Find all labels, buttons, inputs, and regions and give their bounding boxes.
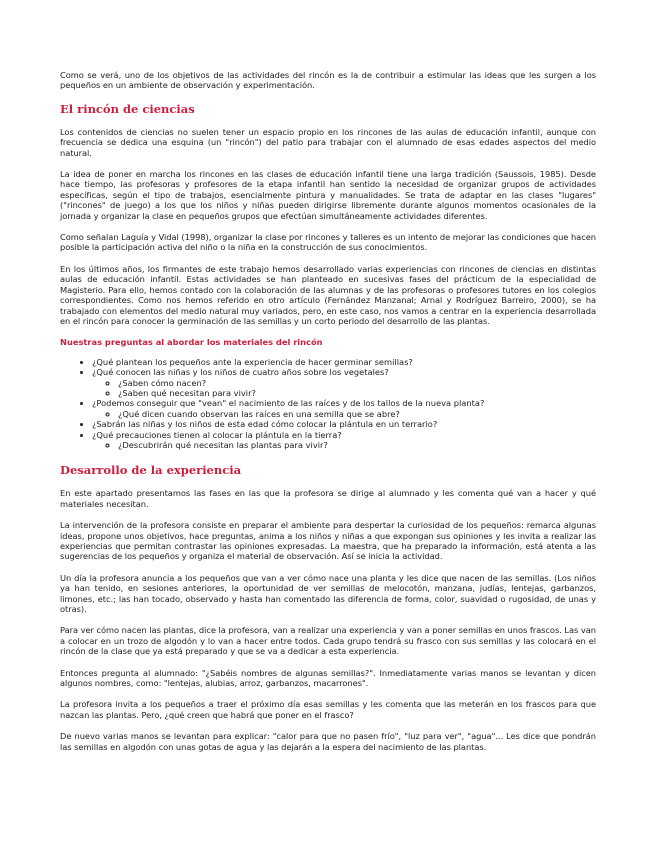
paragraph: En los últimos años, los firmantes de este trabajo hemos desarrollado varias experiencias con rincones de ciencias en distintas aulas de educación infantil. Estas actividades se han planteado en sucesivas fases del prácticum de la especialidad de Magisterio. Para ello, hemos contado con la colaboración de las alumnas y de las profesoras o profesores tutores en los colegios correspondientes. Como nos hemos referido en otro artículo (Fernández Manzanal; Arnal y Rodríguez Barreiro, 2000), se ha trabajado con elementos del medio natural muy variados, pero, en este caso, nos vamos a centrar en la experiencia desarrollada en el rincón para conocer la germinación de las semillas y un corto periodo del desarrollo de las plantas. (60, 263, 596, 326)
list-item (92, 398, 596, 419)
list-item: • ¿Sabrán las niñas y los niños de esta edad cómo colocar la plántula en un terrario? (92, 419, 596, 429)
section-title-rincon-ciencias: El rincón de ciencias (60, 101, 195, 116)
section-title-desarrollo: Desarrollo de la experiencia (60, 463, 242, 478)
intro-paragraph: Como se verá, uno de los objetivos de las actividades del rincón es la de contribuir a estimular las ideas que les surgen a los pequeños en un ambiente de observación y experimentación. (60, 70, 596, 91)
sub-list (92, 378, 596, 399)
list-item (92, 430, 596, 451)
list-item-text: ¿Podemos conseguir que "vean" el nacimiento de las raíces y de los tallos de la nueva planta? (92, 398, 485, 409)
paragraph: La idea de poner en marcha los rincones en las clases de educación infantil tiene una larga tradición (Saussois, 1985). Desde hace tiempo, las profesoras y profesores de la etapa infantil han sentido la necesidad de organizar grupos de actividades específicas, según el tipo de trabajos, esencialmente pintura y manualidades. Se trata de adaptar en las clases "lugares" ("rincones" de juego) a los que los niños y niñas pueden dirigirse libremente durante algunos momentos ocasionales de la jornada y organizar la clase en pequeños grupos que efectúan simultáneamente actividades diferentes. (60, 169, 596, 221)
document-page (60, 70, 596, 763)
list-item-text: ¿Qué precauciones tienen al colocar la plántula en la tierra? (92, 429, 342, 440)
paragraph: Como señalan Laguía y Vidal (1998), organizar la clase por rincones y talleres es un intento de mejorar las condiciones que hacen posible la participación activa del niño o la niña en la construcción de sus conocimientos. (60, 232, 596, 253)
paragraph: Para ver cómo nacen las plantas, dice la profesora, van a realizar una experiencia y van a poner semillas en unos frascos. Las van a colocar en un trozo de algodón y lo van a hacer entre todos. Cada grupo tendrá su frasco con sus semillas y las colocará en el rincón de la clase que ya está preparado y que se va a dedicar a esta experiencia. (60, 625, 596, 657)
list-item: • ¿Qué plantean los pequeños ante la experiencia de hacer germinar semillas? (92, 357, 596, 367)
questions-list (60, 357, 596, 451)
paragraph: En este apartado presentamos las fases en las que la profesora se dirige al alumnado y les comenta qué van a hacer y qué materiales necesitan. (60, 488, 596, 509)
paragraph: Entonces pregunta al alumnado: "¿Sabéis nombres de algunas semillas?". Inmediatamente varias manos se levantan y dicen algunos nombres, como: "lentejas, alubias, arroz, garbanzos, macarrones". (60, 667, 596, 689)
paragraph: La profesora invita a los pequeños a traer el próximo día esas semillas y les comenta que las meterán en los frascos para que nazcan las plantas. Pero, ¿qué creen que habrá que poner en el frasco? (60, 699, 596, 720)
paragraph: De nuevo varias manos se levantan para explicar: "calor para que no pasen frío", "luz para ver", "agua"... Les dice que pondrán las semillas en algodón con unas gotas de agua y las dejarán a la espera del nacimiento de las plantas. (60, 731, 596, 752)
paragraph: Los contenidos de ciencias no suelen tener un espacio propio en los rincones de las aulas de educación infantil, aunque con frecuencia se dedica una esquina (un "rincón") del patio para trabajar con el alumnado de esas edades aspectos del medio natural. (60, 126, 596, 158)
sub-list-item: ◦ ¿Saben qué necesitan para vivir? (118, 388, 596, 398)
sub-list-item: ◦ ¿Qué dicen cuando observan las raíces en una semilla que se abre? (118, 409, 596, 419)
list-item (92, 367, 596, 398)
subsection-title-preguntas: Nuestras preguntas al abordar los materiales del rincón (60, 337, 323, 348)
sub-list (92, 440, 596, 450)
list-item-text: ¿Qué conocen las niñas y los niños de cuatro años sobre los vegetales? (92, 367, 389, 378)
paragraph: La intervención de la profesora consiste en preparar el ambiente para despertar la curiosidad de los pequeños: remarca algunas ideas, propone unos objetivos, hace preguntas, anima a los niños y niñas a que expongan sus opiniones y les invita a realizar las experiencias que permitan contrastar las opiniones expresadas. La maestra, que ha preparado la información, está atenta a las sugerencias de los pequeños y organiza el material de observación. Así se inicia la actividad. (60, 520, 596, 562)
sub-list (92, 409, 596, 419)
sub-list-item: ◦ ¿Saben cómo nacen? (118, 378, 596, 388)
sub-list-item: ◦ ¿Descubrirán qué necesitan las plantas para vivir? (118, 440, 596, 450)
paragraph: Un día la profesora anuncia a los pequeños que van a ver cómo nace una planta y les dice que nacen de las semillas. (Los niños ya han tenido, en sesiones anteriores, la oportunidad de ver semillas de melocotón, manzana, judías, lentejas, garbanzos, limones, etc.; las han tocado, observado y hasta han comentado las diferencia de forma, color, suavidad o rugosidad, de unas y otras). (60, 572, 596, 615)
